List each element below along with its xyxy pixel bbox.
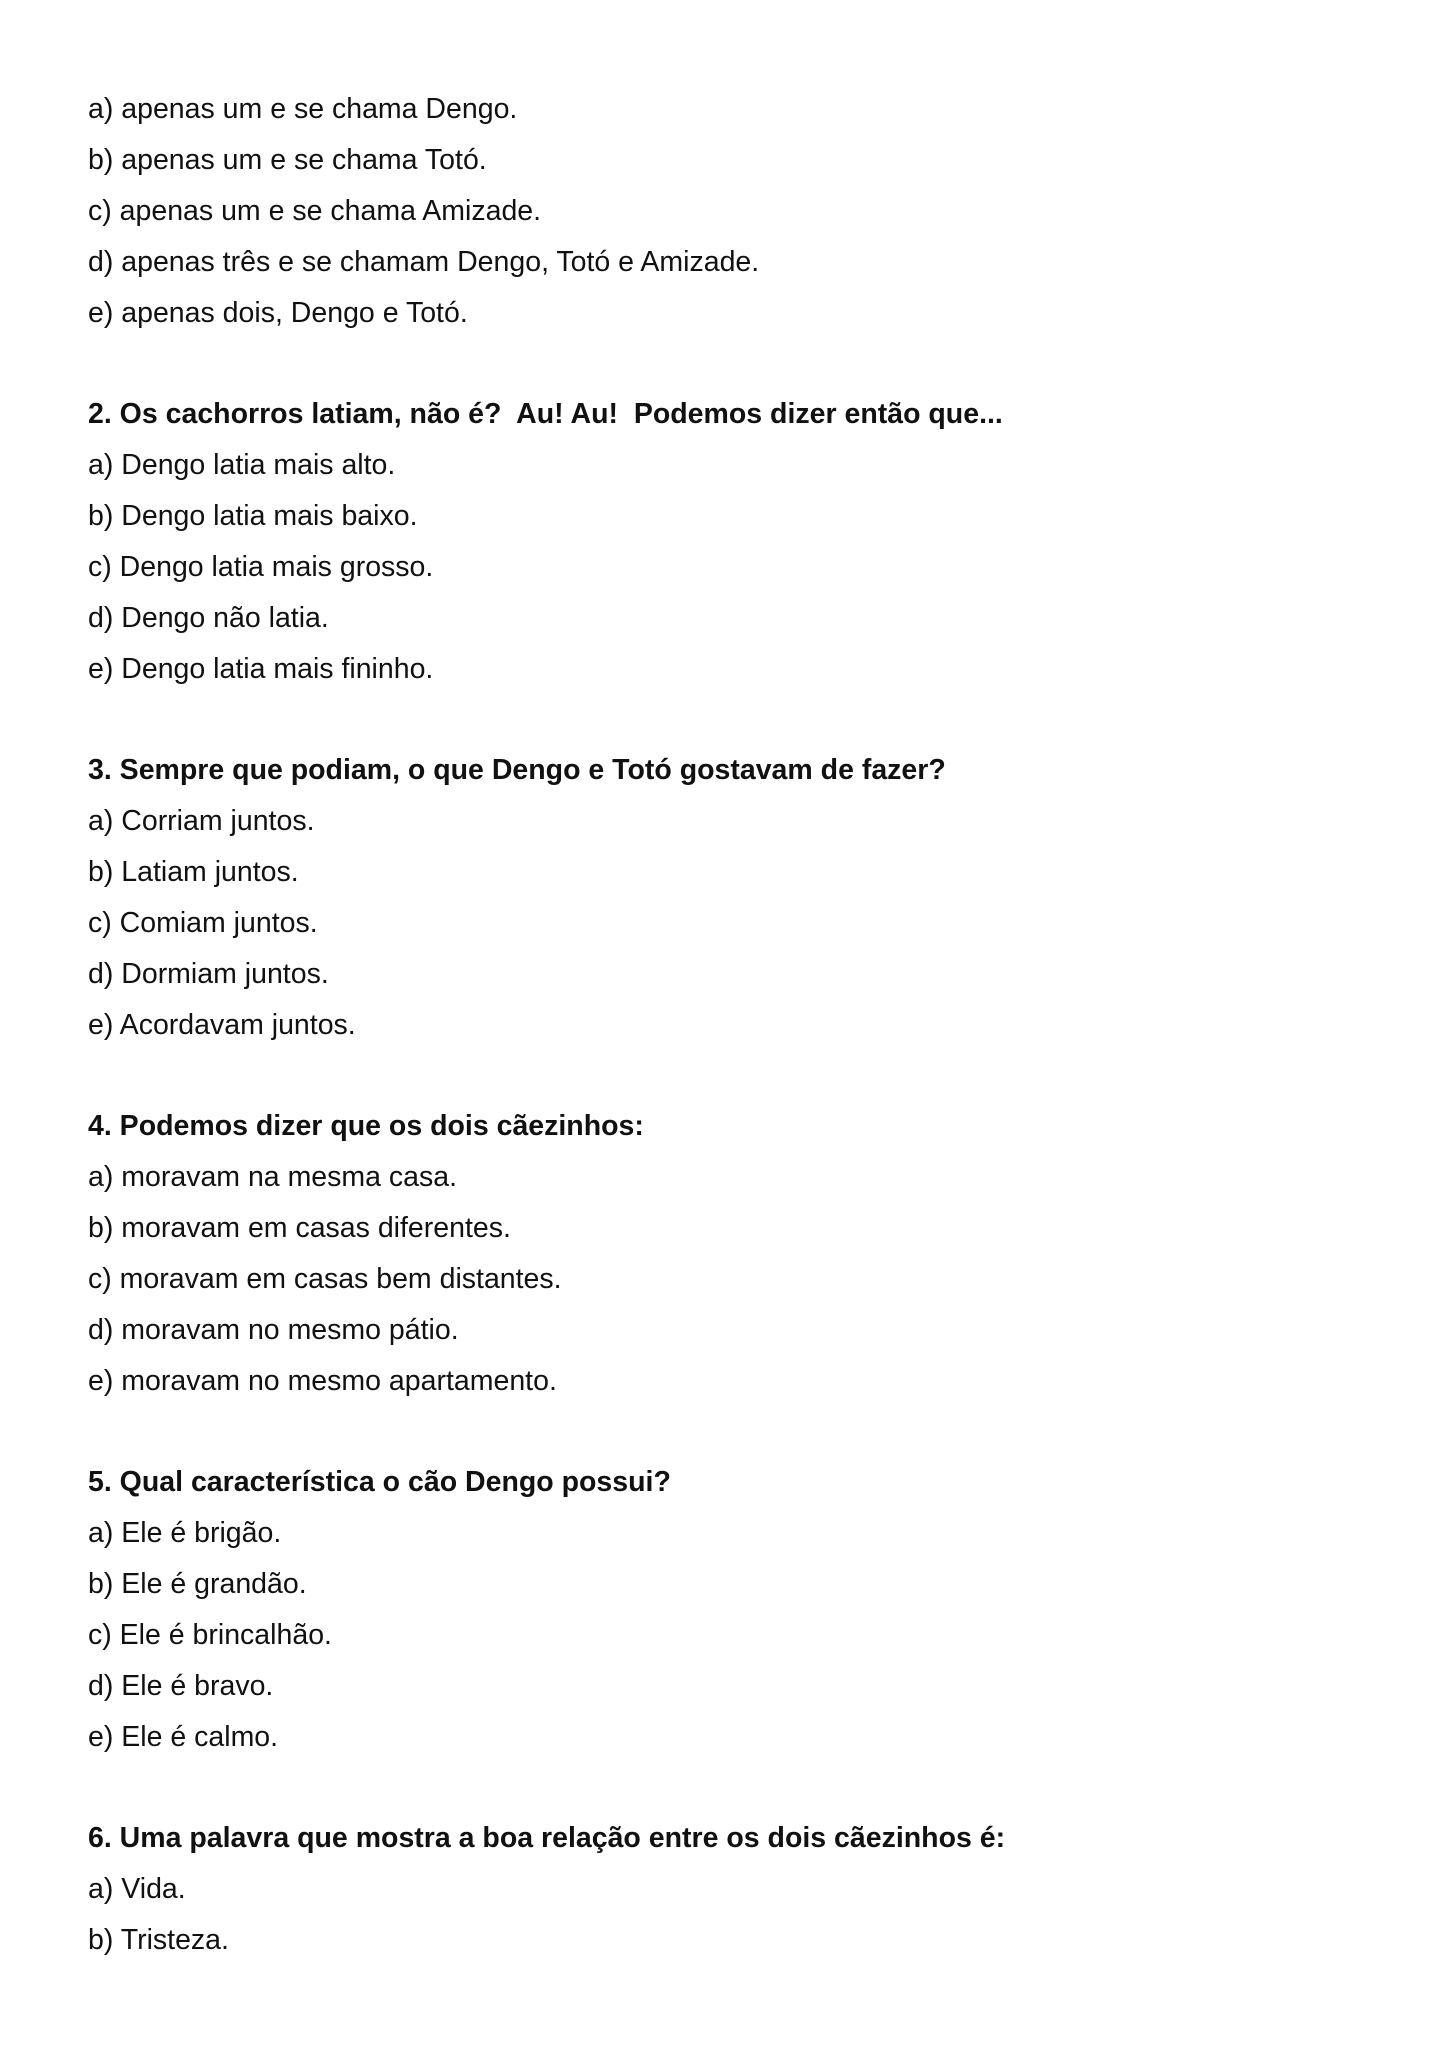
option-line: c) apenas um e se chama Amizade. xyxy=(88,195,542,227)
option-line: e) Dengo latia mais fininho. xyxy=(88,653,434,685)
option-line: d) apenas três e se chamam Dengo, Totó e Amizade. xyxy=(88,246,760,278)
option-line: e) apenas dois, Dengo e Totó. xyxy=(88,297,468,329)
question-1-options xyxy=(88,84,1388,339)
spacer xyxy=(88,1407,1388,1457)
option-line: e) Acordavam juntos. xyxy=(88,1009,356,1041)
option-line: a) Dengo latia mais alto. xyxy=(88,449,396,481)
option-line: c) Ele é brincalhão. xyxy=(88,1619,332,1651)
spacer xyxy=(88,695,1388,745)
option-line: d) Dengo não latia. xyxy=(88,602,329,634)
question-2 xyxy=(88,389,1388,695)
option-line: b) moravam em casas diferentes. xyxy=(88,1212,511,1244)
spacer xyxy=(88,1763,1388,1813)
spacer xyxy=(88,339,1388,389)
option-line: b) Dengo latia mais baixo. xyxy=(88,500,418,532)
option-line: b) Latiam juntos. xyxy=(88,856,299,888)
option-line: d) Dormiam juntos. xyxy=(88,958,329,990)
document-page xyxy=(88,84,1388,1966)
option-line: e) moravam no mesmo apartamento. xyxy=(88,1365,557,1397)
option-line: e) Ele é calmo. xyxy=(88,1721,279,1753)
question-6 xyxy=(88,1813,1388,1966)
option-line: a) Ele é brigão. xyxy=(88,1517,282,1549)
question-text: 4. Podemos dizer que os dois cãezinhos: xyxy=(88,1110,644,1142)
question-3 xyxy=(88,745,1388,1051)
question-text: 5. Qual característica o cão Dengo possui? xyxy=(88,1466,671,1498)
option-line: a) Vida. xyxy=(88,1873,186,1905)
option-line: a) Corriam juntos. xyxy=(88,805,315,837)
question-text: 3. Sempre que podiam, o que Dengo e Totó gostavam de fazer? xyxy=(88,754,946,786)
question-text: 2. Os cachorros latiam, não é? Au! Au! Podemos dizer então que... xyxy=(88,398,1003,430)
spacer xyxy=(88,1051,1388,1101)
option-line: d) moravam no mesmo pátio. xyxy=(88,1314,459,1346)
option-line: b) Ele é grandão. xyxy=(88,1568,307,1600)
question-4 xyxy=(88,1101,1388,1407)
question-text: 6. Uma palavra que mostra a boa relação entre os dois cãezinhos é: xyxy=(88,1822,1006,1854)
option-line: b) apenas um e se chama Totó. xyxy=(88,144,487,176)
option-line: c) Comiam juntos. xyxy=(88,907,318,939)
option-line: a) moravam na mesma casa. xyxy=(88,1161,458,1193)
option-line: c) Dengo latia mais grosso. xyxy=(88,551,434,583)
option-line: d) Ele é bravo. xyxy=(88,1670,274,1702)
option-line: a) apenas um e se chama Dengo. xyxy=(88,93,518,125)
question-5 xyxy=(88,1457,1388,1763)
option-line: c) moravam em casas bem distantes. xyxy=(88,1263,562,1295)
option-line: b) Tristeza. xyxy=(88,1924,229,1956)
